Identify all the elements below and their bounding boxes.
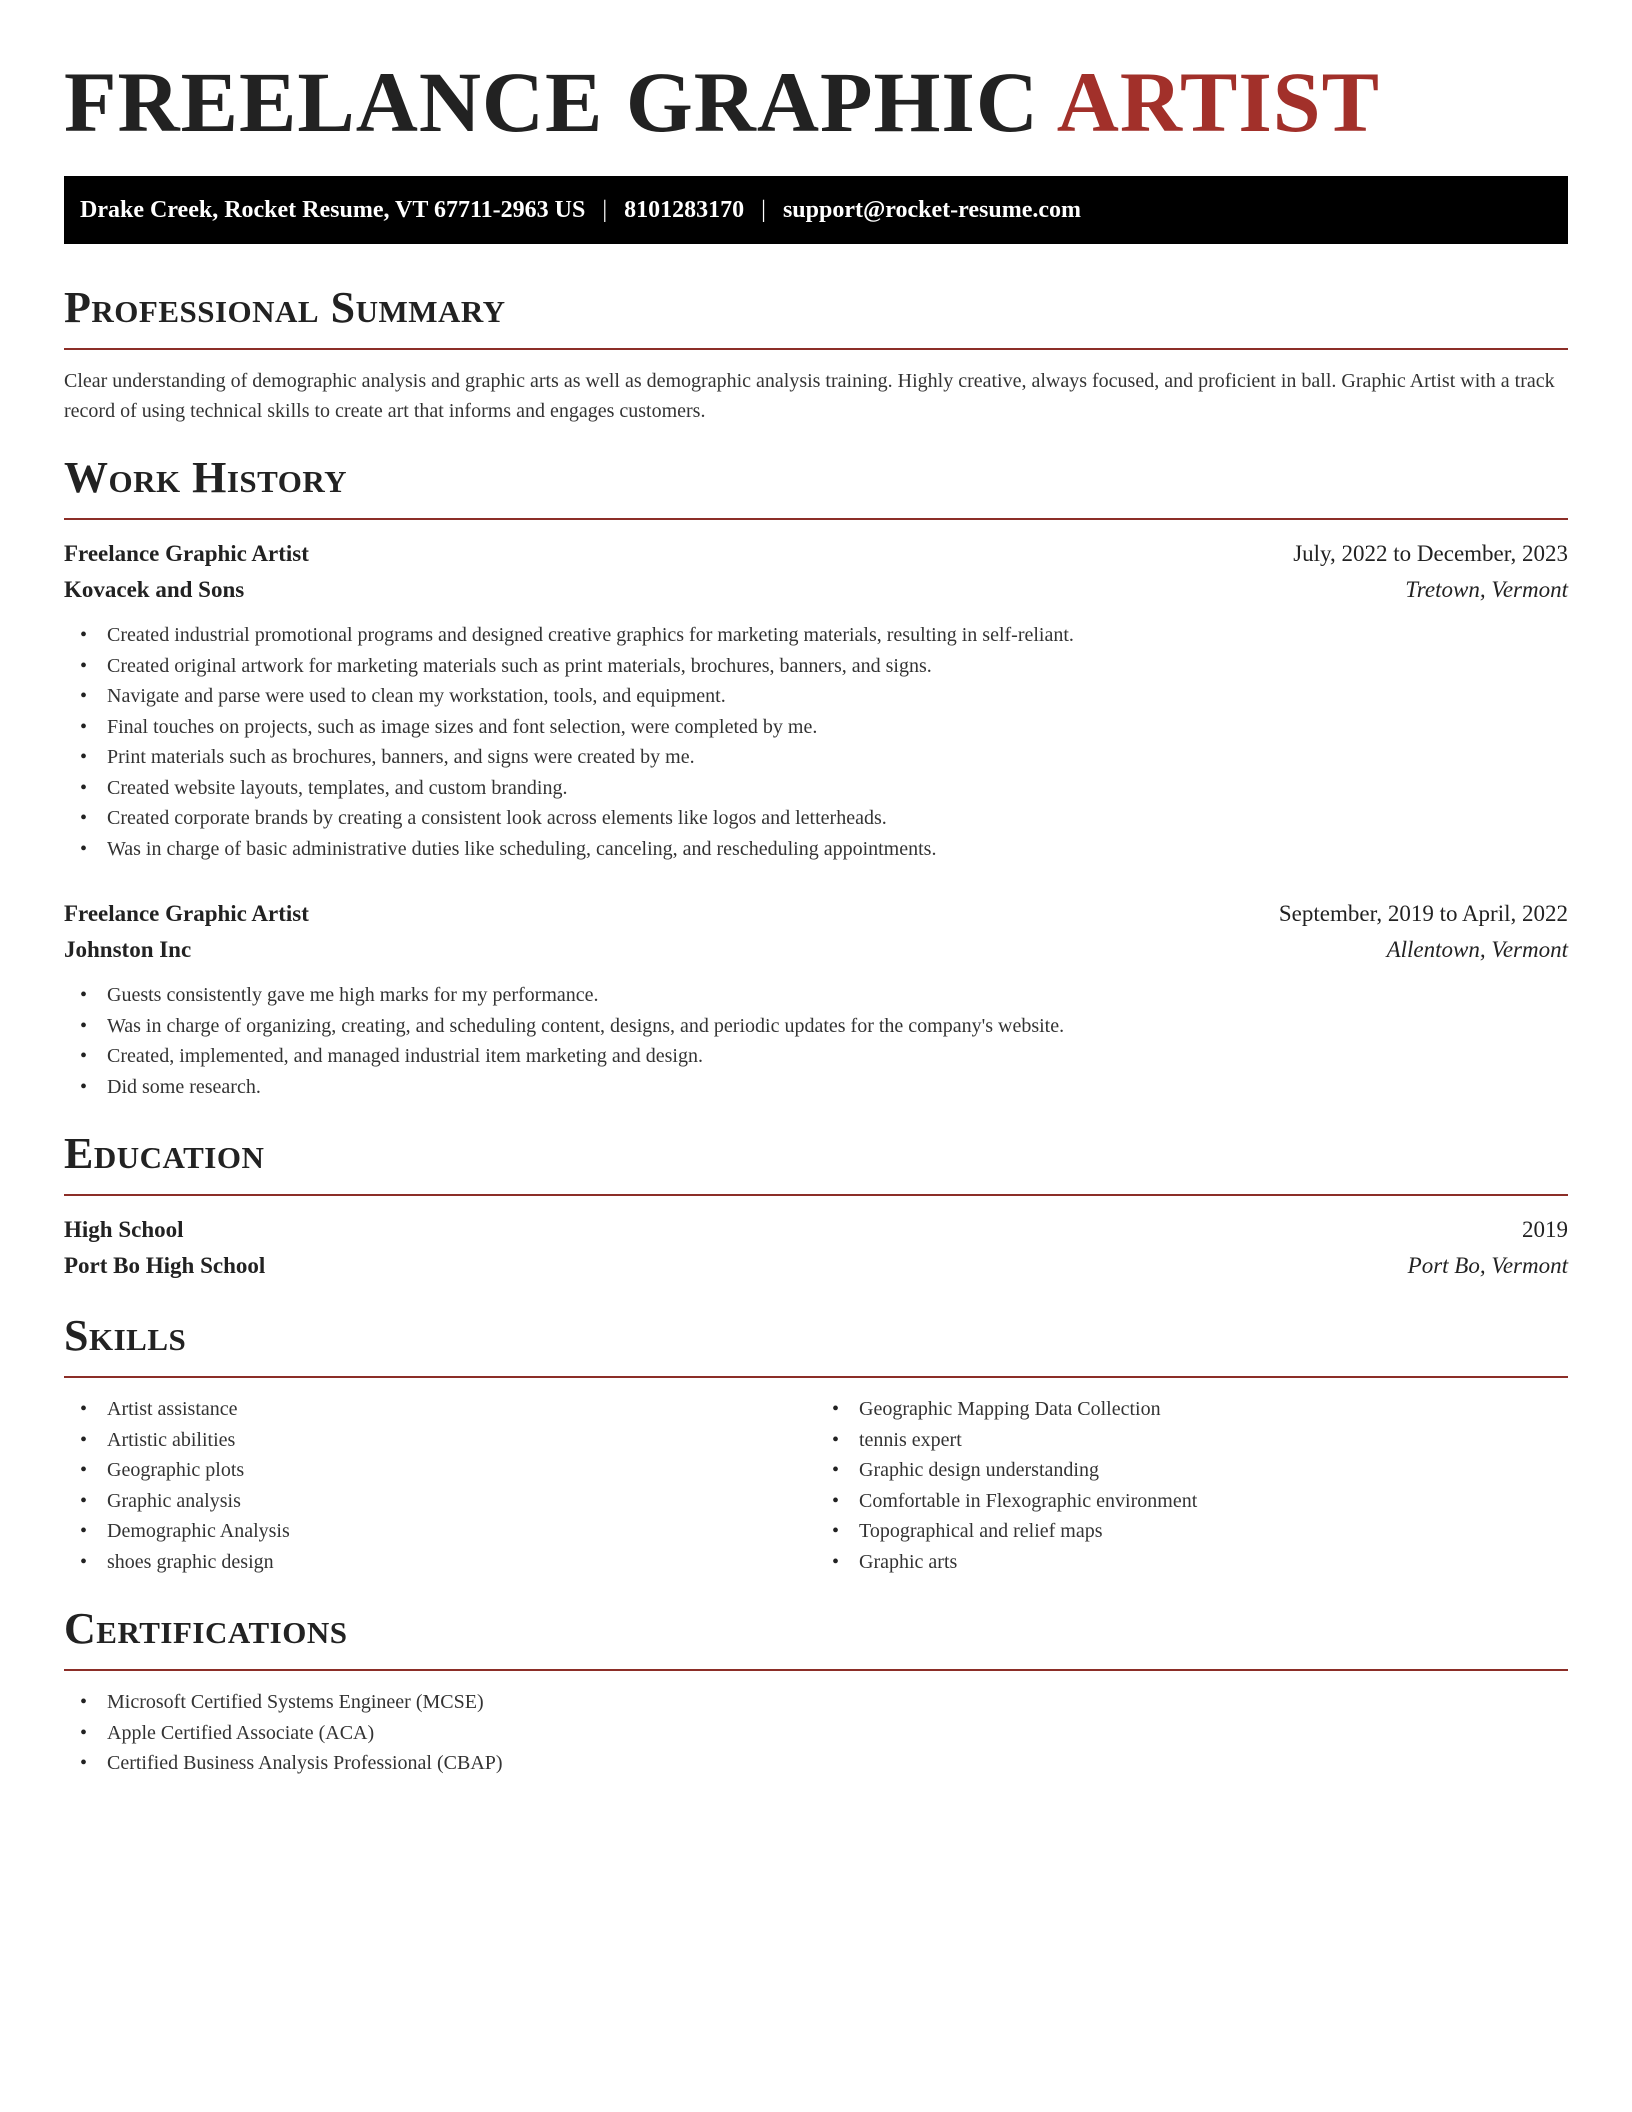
- education-school-row: [64, 1248, 1568, 1284]
- skills-section: [64, 1310, 1568, 1577]
- job-bullet: • Created website layouts, templates, and custom branding.: [107, 773, 1568, 804]
- education-header-row: [64, 1212, 1568, 1248]
- job-location: Tretown, Vermont: [1405, 577, 1568, 602]
- contact-email: support@rocket-resume.com: [782, 196, 1081, 223]
- section-divider: [64, 1194, 1568, 1196]
- section-title-education: Education: [64, 1129, 265, 1178]
- job-company-row: [64, 572, 1568, 608]
- certifications-list: [64, 1687, 1568, 1779]
- certification-item: • Apple Certified Associate (ACA): [107, 1718, 1568, 1749]
- education-degree: High School: [64, 1217, 184, 1242]
- job-header-row: [64, 896, 1568, 932]
- resume-name: [64, 0, 1568, 176]
- job-bullet: • Created original artwork for marketing materials such as print materials, brochures, banners, and signs.: [107, 651, 1568, 682]
- job-bullets: [64, 980, 1568, 1102]
- skill-item: • Geographic Mapping Data Collection: [859, 1394, 1568, 1425]
- contact-bar: [64, 176, 1568, 244]
- skill-item: • Topographical and relief maps: [859, 1516, 1568, 1547]
- section-divider: [64, 518, 1568, 520]
- job-bullet: • Print materials such as brochures, banners, and signs were created by me.: [107, 742, 1568, 773]
- job-company: Johnston Inc: [64, 937, 192, 962]
- job-header-row: [64, 536, 1568, 572]
- job-bullet: • Final touches on projects, such as image sizes and font selection, were completed by me.: [107, 712, 1568, 743]
- education-location: Port Bo, Vermont: [1407, 1253, 1568, 1278]
- job-bullet: • Created industrial promotional programs and designed creative graphics for marketing materials, resulting in self-reliant.: [107, 620, 1568, 651]
- work-history-section: [64, 452, 1568, 1102]
- job-entry: [64, 536, 1568, 864]
- summary-section: [64, 282, 1568, 426]
- skill-item: • shoes graphic design: [107, 1547, 816, 1578]
- job-role: Freelance Graphic Artist: [64, 901, 309, 926]
- certifications-section: [64, 1603, 1568, 1779]
- job-bullet: • Created, implemented, and managed industrial item marketing and design.: [107, 1041, 1568, 1072]
- job-company: Kovacek and Sons: [64, 577, 245, 602]
- skill-item: • Artistic abilities: [107, 1425, 816, 1456]
- job-entry: [64, 896, 1568, 1102]
- job-dates: July, 2022 to December, 2023: [1293, 541, 1568, 566]
- section-title-certifications: Certifications: [64, 1604, 348, 1653]
- contact-separator: |: [761, 196, 766, 223]
- certification-item: • Certified Business Analysis Professional (CBAP): [107, 1748, 1568, 1779]
- job-location: Allentown, Vermont: [1386, 937, 1568, 962]
- job-bullet: • Created corporate brands by creating a consistent look across elements like logos and letterheads.: [107, 803, 1568, 834]
- job-dates: September, 2019 to April, 2022: [1278, 901, 1568, 926]
- section-divider: [64, 1669, 1568, 1671]
- skill-item: • Artist assistance: [107, 1394, 816, 1425]
- skill-item: • Geographic plots: [107, 1455, 816, 1486]
- section-title-skills: Skills: [64, 1311, 187, 1360]
- job-bullets: [64, 620, 1568, 864]
- name-accent: ARTIST: [1056, 54, 1380, 150]
- education-year: 2019: [1522, 1217, 1568, 1242]
- skill-item: • Graphic analysis: [107, 1486, 816, 1517]
- education-section: [64, 1128, 1568, 1284]
- job-bullet: • Navigate and parse were used to clean my workstation, tools, and equipment.: [107, 681, 1568, 712]
- contact-phone: 8101283170: [624, 196, 745, 223]
- job-bullet: • Guests consistently gave me high marks for my performance.: [107, 980, 1568, 1011]
- job-bullet: • Was in charge of basic administrative duties like scheduling, canceling, and rescheduling appointments.: [107, 834, 1568, 865]
- certification-item: • Microsoft Certified Systems Engineer (MCSE): [107, 1687, 1568, 1718]
- job-bullet: • Was in charge of organizing, creating, and scheduling content, designs, and periodic updates for the company's website.: [107, 1011, 1568, 1042]
- skill-item: • Demographic Analysis: [107, 1516, 816, 1547]
- section-divider: [64, 348, 1568, 350]
- job-bullet: • Did some research.: [107, 1072, 1568, 1103]
- contact-separator: |: [602, 196, 608, 223]
- skills-grid: [64, 1378, 1568, 1577]
- education-school: Port Bo High School: [64, 1253, 266, 1278]
- contact-address: Drake Creek, Rocket Resume, VT 67711-2963 US: [80, 196, 586, 223]
- job-role: Freelance Graphic Artist: [64, 541, 309, 566]
- section-title-work-history: Work History: [64, 453, 348, 502]
- skills-list-left: [64, 1394, 816, 1577]
- skills-list-right: [816, 1394, 1568, 1577]
- summary-text: Clear understanding of demographic analysis and graphic arts as well as demographic analysis training. Highly creative, always focused, and proficient in ball. Graphic Artist with a track record of using technical skills to create art that informs and engages customers.: [64, 370, 1555, 422]
- skill-item: • Comfortable in Flexographic environment: [859, 1486, 1568, 1517]
- skill-item: • Graphic arts: [859, 1547, 1568, 1578]
- name-main: FREELANCE GRAPHIC: [64, 54, 1057, 150]
- skill-item: • tennis expert: [859, 1425, 1568, 1456]
- education-entry: [64, 1212, 1568, 1284]
- section-title-summary: Professional Summary: [64, 283, 506, 332]
- skill-item: • Graphic design understanding: [859, 1455, 1568, 1486]
- job-company-row: [64, 932, 1568, 968]
